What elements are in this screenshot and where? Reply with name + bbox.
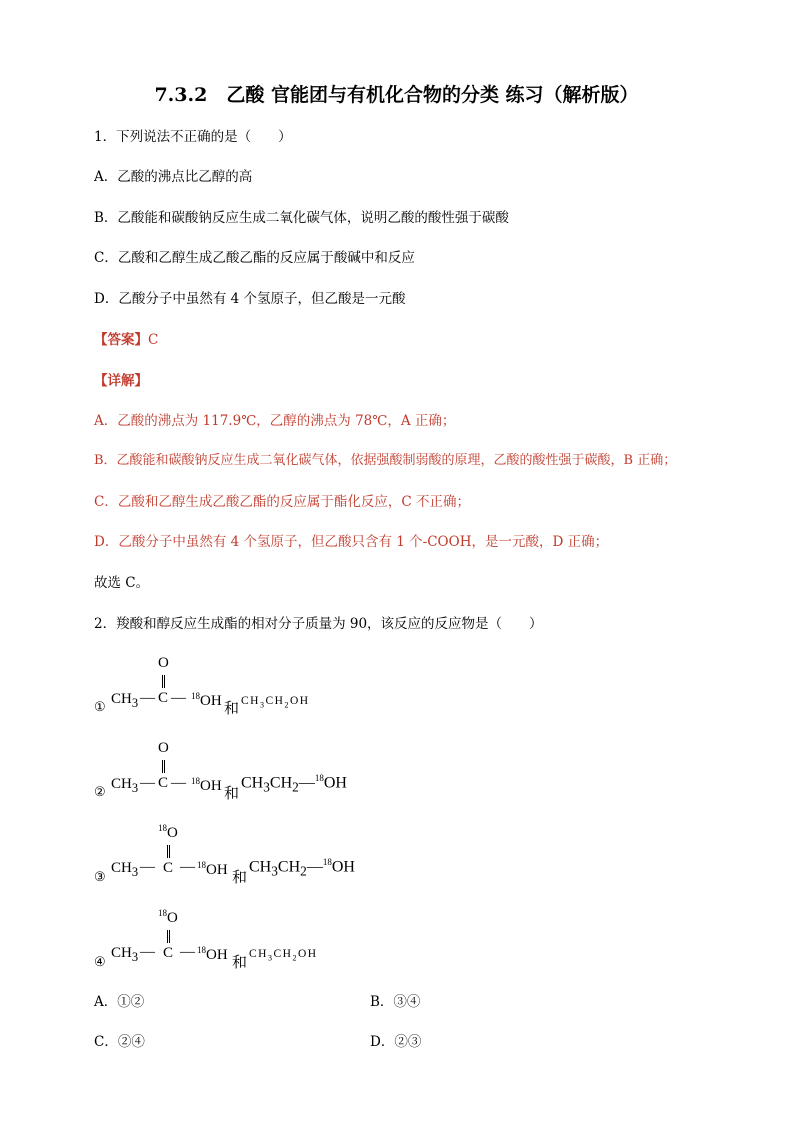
answer-value: C	[148, 332, 159, 348]
q1-option-c: C．乙酸和乙醇生成乙酸乙酯的反应属于酸碱中和反应	[94, 250, 415, 266]
and-word: 和	[224, 786, 240, 802]
carbonyl-oxygen-labeled: $^{18}$O	[158, 908, 178, 926]
carbon-atom: C	[163, 860, 174, 876]
q2-option-a: A．①②	[94, 994, 145, 1010]
bond-dash: —	[171, 775, 186, 791]
alcohol-formula: $CH_3CH_2OH$	[249, 948, 318, 963]
q1-answer	[94, 331, 158, 349]
double-bond	[167, 930, 170, 943]
structure-item-4	[94, 908, 394, 970]
carbon-atom: C	[158, 690, 169, 706]
q2-option-d: D．②③	[370, 1034, 422, 1050]
q1-detail-label: 【详解】	[94, 373, 148, 389]
bond-dash: —	[180, 944, 195, 960]
carbon-atom: C	[163, 945, 174, 961]
item-number: ②	[94, 784, 106, 799]
q2-option-c: C．②④	[94, 1034, 145, 1050]
q2-option-b: B．③④	[370, 994, 421, 1010]
bond-dash: —	[140, 690, 155, 706]
methyl-group: $CH_3$	[111, 776, 139, 795]
q1-conclusion: 故选 C。	[94, 575, 150, 591]
structure-item-2	[94, 740, 394, 800]
double-bond	[162, 675, 165, 688]
page-title: 7.3.2 乙酸 官能团与有机化合物的分类 练习（解析版）	[154, 84, 639, 106]
q1-detail-b: B．乙酸能和碳酸钠反应生成二氧化碳气体，依据强酸制弱酸的原理，乙酸的酸性强于碳酸，B 正确；	[94, 453, 677, 468]
alcohol-formula: $CH_3CH_2—^{18}OH$	[249, 857, 355, 879]
bond-dash: —	[140, 775, 155, 791]
q1-detail-d: D．乙酸分子中虽然有 4 个氢原子，但乙酸只含有 1 个-COOH，是一元酸，D 正确；	[94, 534, 609, 550]
labeled-hydroxyl: $^{18}$OH	[197, 945, 228, 963]
bond-dash: —	[171, 690, 186, 706]
structure-item-1	[94, 655, 394, 715]
labeled-hydroxyl: $^{18}$OH	[197, 860, 228, 878]
double-bond	[162, 760, 165, 773]
bond-dash: —	[180, 859, 195, 875]
methyl-group: $CH_3$	[111, 945, 139, 964]
bond-dash: —	[140, 944, 155, 960]
carbonyl-oxygen-labeled: $^{18}$O	[158, 823, 178, 841]
labeled-hydroxyl: $^{18}$OH	[191, 691, 222, 709]
q2-stem: 2．羧酸和醇反应生成酯的相对分子质量为 90，该反应的反应物是（ ）	[94, 616, 543, 632]
q1-option-a: A．乙酸的沸点比乙醇的高	[94, 169, 253, 185]
item-number: ④	[94, 954, 106, 969]
item-number: ③	[94, 869, 106, 884]
carbonyl-oxygen: O	[158, 655, 169, 671]
bond-dash: —	[140, 859, 155, 875]
carbonyl-oxygen: O	[158, 740, 169, 756]
q1-detail-c: C．乙酸和乙醇生成乙酸乙酯的反应属于酯化反应，C 不正确；	[94, 494, 470, 510]
q1-option-b: B．乙酸能和碳酸钠反应生成二氧化碳气体，说明乙酸的酸性强于碳酸	[94, 210, 509, 226]
methyl-group: $CH_3$	[111, 860, 139, 879]
q1-stem: 1．下列说法不正确的是（ ）	[94, 129, 292, 145]
answer-label: 【答案】	[94, 332, 148, 348]
methyl-group: $CH_3$	[111, 691, 139, 710]
q1-option-d: D．乙酸分子中虽然有 4 个氢原子，但乙酸是一元酸	[94, 291, 406, 307]
structure-item-3	[94, 823, 394, 885]
and-word: 和	[224, 701, 240, 717]
and-word: 和	[232, 955, 248, 971]
q1-detail-a: A．乙酸的沸点为 117.9℃，乙醇的沸点为 78℃，A 正确；	[94, 413, 456, 429]
alcohol-formula: $CH_3CH_2OH$	[241, 695, 310, 710]
carbon-atom: C	[158, 775, 169, 791]
double-bond	[167, 845, 170, 858]
labeled-hydroxyl: $^{18}$OH	[191, 776, 222, 794]
alcohol-formula: $CH_3CH_2—^{18}OH$	[241, 773, 347, 795]
and-word: 和	[232, 870, 248, 886]
item-number: ①	[94, 699, 106, 714]
